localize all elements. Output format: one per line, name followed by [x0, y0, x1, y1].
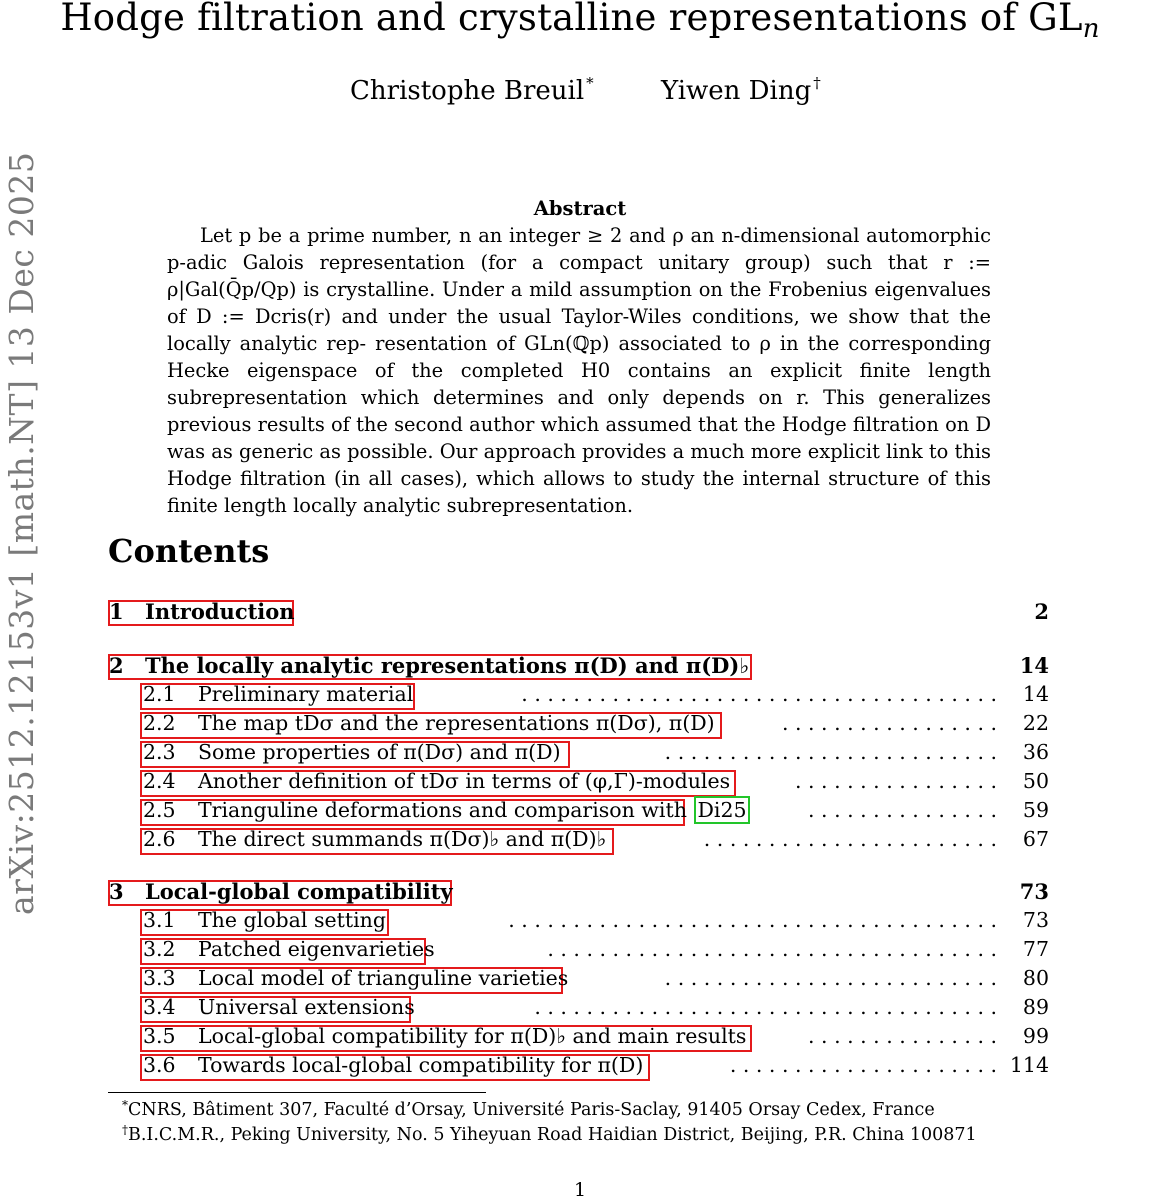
abstract-line: is crystalline. Under a mild assumption on the Frobenius eigenvalues of D := Dcris(r) [167, 278, 991, 328]
abstract-line: and only depends on r. This generalizes previous results of the second author which [167, 386, 992, 436]
footnote-rule [108, 1092, 486, 1093]
abstract-body [167, 222, 991, 519]
abstract-line: Let p be a prime number, n an integer ≥ 2 and ρ an n-dimensional automorphic [200, 224, 991, 247]
page-number: 1 [573, 1179, 587, 1201]
footnote-1: *CNRS, Bâtiment 307, Faculté d’Orsay, Université Paris-Saclay, 91405 Orsay Cedex, France [122, 1098, 935, 1120]
abstract-line: provides a much more explicit link to this Hodge filtration (in all cases), which allows [167, 440, 991, 490]
author-2: Yiwen Ding † [661, 74, 821, 106]
abstract-line: and under the usual Taylor-Wiles conditions, we show that the locally analytic rep- [167, 305, 991, 355]
toc-entry-2-5[interactable]: 2.5 Trianguline deformations and comparison with Di25 . . . . . . . . . . . . . . . 59 [140, 799, 1049, 827]
toc-section-1[interactable]: 1 Introduction 2 [109, 599, 1049, 624]
toc-entry-2-6[interactable]: 2.6 The direct summands π(Dσ)♭ and π(D)♭ . . . . . . . . . . . . . . . . . . . . . . . 67 [140, 828, 1049, 856]
citation-link[interactable]: Di25 [694, 796, 749, 824]
toc-section-3[interactable]: 3 Local-global compatibility 73 [109, 879, 1049, 904]
abstract-line: resentation of GLn(ℚp) associated to ρ in the corresponding Hecke eigenspace of the [167, 332, 991, 382]
toc-section-2[interactable]: 2 The locally analytic representations π(D) and π(D)♭ 14 [109, 653, 1049, 678]
arxiv-stamp: arXiv:2512.12153v1 [math.NT] 13 Dec 2025 [2, 151, 41, 915]
toc-entry-2-2[interactable]: 2.2 The map tDσ and the representations π(Dσ), π(D) . . . . . . . . . . . . . . . . . 22 [140, 712, 1049, 740]
toc-entry-3-6[interactable]: 3.6 Towards local-global compatibility for π(D) . . . . . . . . . . . . . . . . . . . . . 114 [140, 1054, 1049, 1082]
toc-entry-2-4[interactable]: 2.4 Another definition of tDσ in terms of (φ,Γ)-modules . . . . . . . . . . . . . . . . 50 [140, 770, 1049, 798]
toc-entry-3-5[interactable]: 3.5 Local-global compatibility for π(D)♭ and main results . . . . . . . . . . . . . . . 99 [140, 1025, 1049, 1053]
abstract-line: to study the internal structure of this finite length locally analytic subrepresentation. [167, 467, 991, 517]
toc-entry-2-1[interactable]: 2.1 Preliminary material . . . . . . . . . . . . . . . . . . . . . . . . . . . . . . . . . . . . . 14 [140, 683, 1049, 711]
abstract-line: p-adic Galois representation (for a compact unitary group) such that r := ρ|Gal(Q̄p/Qp) [167, 251, 991, 301]
paper-title: Hodge filtration and crystalline representations of $GL_n$ [60, 0, 1100, 44]
toc-entry-2-3[interactable]: 2.3 Some properties of π(Dσ) and π(D) . . . . . . . . . . . . . . . . . . . . . . . . . . 36 [140, 741, 1049, 769]
toc-entry-3-4[interactable]: 3.4 Universal extensions . . . . . . . . . . . . . . . . . . . . . . . . . . . . . . . . . . . . 89 [140, 996, 1049, 1024]
abstract-heading: Abstract [533, 197, 627, 220]
contents-heading: Contents [108, 532, 270, 570]
author-1: Christophe Breuil * [350, 74, 594, 106]
toc-entry-3-1[interactable]: 3.1 The global setting . . . . . . . . . . . . . . . . . . . . . . . . . . . . . . . . . . . . . . 73 [140, 909, 1049, 937]
footnote-2: †B.I.C.M.R., Peking University, No. 5 Yiheyuan Road Haidian District, Beijing, P.R. China 100871 [122, 1123, 977, 1145]
toc-entry-3-3[interactable]: 3.3 Local model of trianguline varieties . . . . . . . . . . . . . . . . . . . . . . . . . . 80 [140, 967, 1049, 995]
abstract-line: completed H0 contains an explicit finite length subrepresentation which determines [167, 359, 991, 409]
abstract-line: assumed that the Hodge filtration on D was as generic as possible. Our approach [167, 413, 992, 463]
toc-entry-3-2[interactable]: 3.2 Patched eigenvarieties . . . . . . . . . . . . . . . . . . . . . . . . . . . . . . . . . . . 77 [140, 938, 1049, 966]
